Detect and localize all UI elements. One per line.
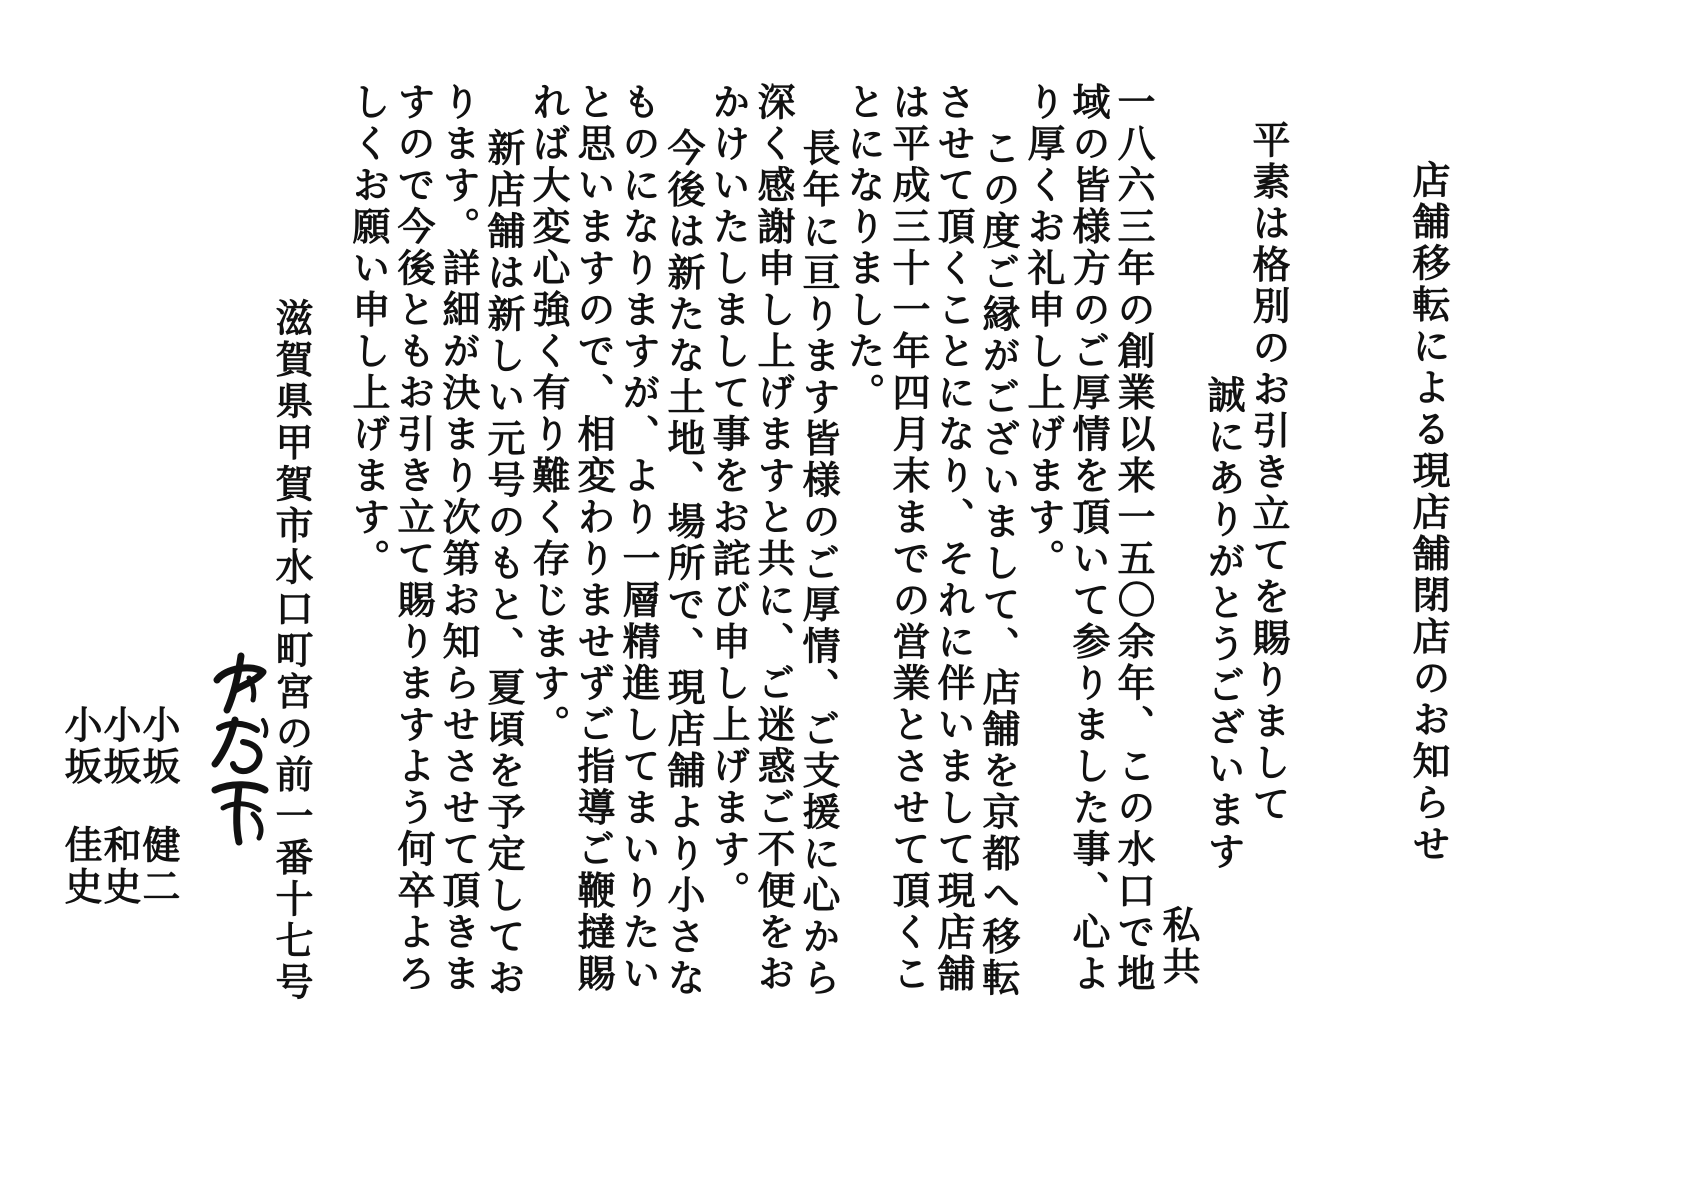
body-line: とになりました。 (841, 82, 886, 414)
body-line: と思いますので、相変わりませずご指導ご鞭撻賜 (571, 82, 616, 995)
greeting-line-2: 誠にありがとうございます (1201, 375, 1246, 873)
signatory-2-surname: 小坂 (97, 705, 142, 788)
body-line: ものになりますが、より一層精進してまいりたい (616, 82, 661, 995)
signatory-1-surname: 小坂 (136, 705, 181, 788)
body-line: 域の皆様方のご厚情を頂いて参りました事、心よ (1066, 82, 1111, 995)
body-line: 深く感謝申し上げますと共に、ご迷惑ご不便をお (751, 82, 796, 995)
body-line: り厚くお礼申し上げます。 (1021, 82, 1066, 580)
body-line: 新店舗は新しい元号のもと、夏頃を予定してお (481, 128, 526, 1000)
greeting-line-1: 平素は格別のお引き立てを賜りまして (1246, 120, 1291, 826)
body-line: この度ご縁がございまして、店舗を京都へ移転 (976, 128, 1021, 1000)
body-line: 今後は新たな土地、場所で、現店舗より小さな (661, 128, 706, 1000)
shop-address: 滋賀県甲賀市水口町宮の前一番十七号 (269, 298, 314, 1004)
body-line: ります。詳細が決まり次第お知らせさせて頂きま (436, 82, 481, 995)
body-line: は平成三十一年四月末までの営業とさせて頂くこ (886, 82, 931, 995)
body-line: させて頂くことになり、それに伴いまして現店舗 (931, 82, 976, 995)
notice-title: 店舗移転による現店舗閉店のお知らせ (1406, 160, 1451, 866)
body-line: しくお願い申し上げます。 (346, 82, 391, 580)
brand-logo (205, 650, 275, 850)
signatory-2-given: 和史 (97, 825, 142, 908)
body-line: かけいたしまして事をお詫び申し上げます。 (706, 82, 751, 912)
signatory-3-given: 佳史 (58, 825, 103, 908)
body-line: 一八六三年の創業以来一五〇余年、この水口で地 (1111, 82, 1156, 995)
sender-top: 私共 (1156, 905, 1201, 988)
body-line: れば大変心強く有り難く存じます。 (526, 82, 571, 746)
signatory-1-given: 健二 (136, 825, 181, 908)
body-line: 長年に亘ります皆様のご厚情、ご支援に心から (796, 128, 841, 1000)
brand-calligraphy-icon (205, 650, 275, 850)
body-line: すので今後ともお引き立て賜りますよう何卒よろ (391, 82, 436, 995)
signatory-3-surname: 小坂 (58, 705, 103, 788)
